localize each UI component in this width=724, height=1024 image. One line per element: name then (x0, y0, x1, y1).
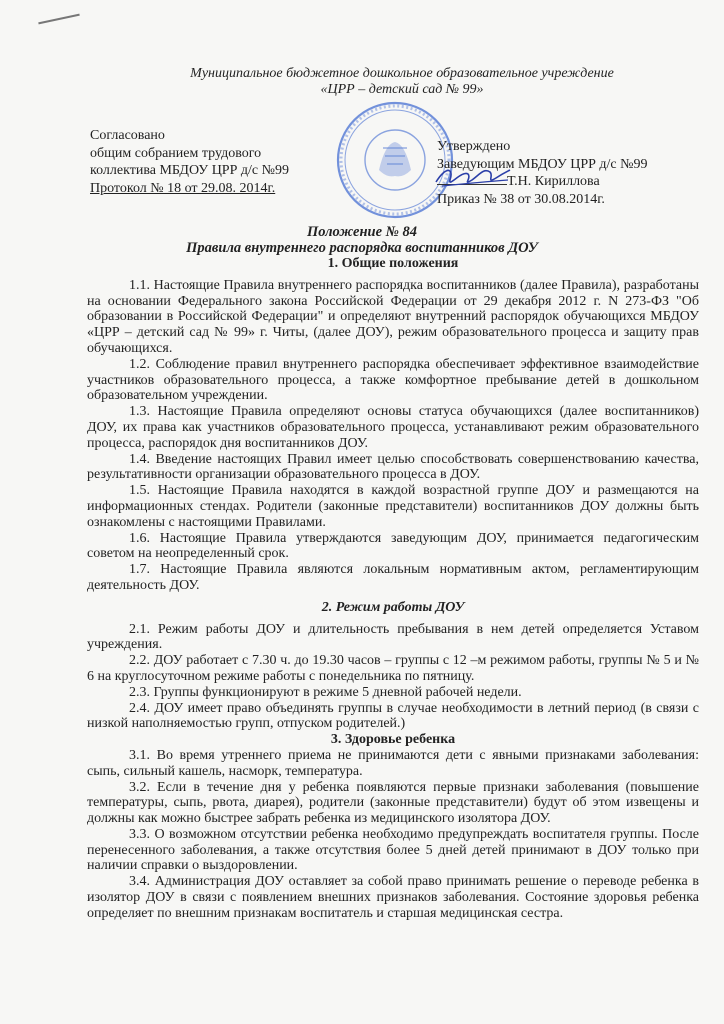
paragraph-2-4: 2.4. ДОУ имеет право объединять группы в случае необходимости в летний период (в связи с низкой наполняемостью групп, отпуском родителей.) (87, 700, 699, 732)
section-heading-health: 3. Здоровье ребенка (330, 732, 456, 748)
paragraph-1-1: 1.1. Настоящие Правила внутреннего распорядка воспитанников (далее Правила), разработаны на основании Федерального закона Российской Федерации от 29 декабря 2012 г. N 273-ФЗ "Об образовании в Российской Федерации" и определяют внутренний распорядок обучающихся МБДОУ «ЦРР – детский сад № 99» г. Читы, (далее ДОУ), режим образовательного процесса и защиту прав обучающихся. (87, 277, 699, 356)
paragraph-1-5: 1.5. Настоящие Правила находятся в каждой возрастной группе ДОУ и размещаются на информационных стендах. Родители (законные представители) воспитанников ДОУ должны быть ознакомлены с настоящими Правилами. (87, 483, 699, 530)
section-heading-schedule: 2. Режим работы ДОУ (321, 599, 465, 615)
section-heading-general: 1. Общие положения (327, 256, 459, 271)
paragraph-1-2: 1.2. Соблюдение правил внутреннего распорядка обеспечивает эффективное взаимодействие участников образовательного процесса, а также комфортное пребывание детей в дошкольном образовательном учреждении. (87, 356, 699, 404)
paragraph-2-2: 2.2. ДОУ работает с 7.30 ч. до 19.30 часов – группы с 12 –м режимом работы, группы № 5 и № 6 на круглосуточном режиме работы с понедельника по пятницу. (87, 653, 699, 684)
paragraph-3-2: 3.2. Если в течение дня у ребенка появляются первые признаки заболевания (повышение температуры, сыпь, рвота, диарея), родители (законные представители) будут об этом извещены и должны как можно быстрее забрать ребенка из медицинского изолятора ДОУ. (87, 779, 699, 827)
institution-name: Муниципальное бюджетное дошкольное образовательное учреждение (190, 66, 614, 81)
paragraph-1-4: 1.4. Введение настоящих Правил имеет целью способствовать совершенствованию качества, результативности организации образовательного процесса в ДОУ. (87, 451, 699, 483)
regulation-number: Положение № 84 (306, 224, 418, 240)
paragraph-2-3: 2.3. Группы функционируют в режиме 5 дневной рабочей недели. (129, 684, 522, 700)
approved-order: Приказ № 38 от 30.08.2014г. (437, 191, 605, 207)
institution-subname: «ЦРР – детский сад № 99» (320, 82, 484, 97)
paragraph-3-3: 3.3. О возможном отсутствии ребенка необходимо предупреждать воспитателя группы. После перенесенного заболевания, а также отсутствия более 5 дней детей принимают в ДОУ только при наличии справки о выздоровлении. (87, 826, 699, 874)
regulation-name: Правила внутреннего распорядка воспитанников ДОУ (186, 240, 538, 256)
institution-header (0, 66, 724, 98)
paragraph-2-1: 2.1. Режим работы ДОУ и длительность пребывания в нем детей определяется Уставом учреждения. (87, 621, 699, 653)
paragraph-3-1: 3.1. Во время утреннего приема не принимаются дети с явными признаками заболевания: сыпь, сильный кашель, насморк, температура. (87, 747, 699, 779)
approved-line-2: Заведующим МБДОУ ЦРР д/с №99 (437, 156, 648, 172)
agreed-protocol: Протокол № 18 от 29.08. 2014г. (90, 180, 276, 196)
scan-artifact (38, 14, 79, 25)
approved-title: Утверждено (437, 139, 511, 154)
agreed-title: Согласовано (90, 128, 165, 143)
agreed-line-2: общим собранием трудового (90, 145, 262, 161)
agreed-block (90, 127, 289, 197)
paragraph-3-4: 3.4. Администрация ДОУ оставляет за собой право принимать решение о переводе ребенка в изолятор ДОУ в связи с появлением внешних признаков заболевания. Состояние здоровья ребенка определяет по внешним признакам воспитатель и старшая медицинская сестра. (87, 874, 699, 921)
approved-signatory: Т.Н. Кириллова (507, 174, 600, 189)
paragraph-1-6: 1.6. Настоящие Правила утверждаются заведующим ДОУ, принимается педагогическим советом на неопределенный срок. (87, 530, 699, 562)
agreed-line-3: коллектива МБДОУ ЦРР д/с №99 (90, 163, 289, 178)
handwritten-signature (432, 160, 512, 196)
document-body (87, 256, 699, 922)
paragraph-1-3: 1.3. Настоящие Правила определяют основы статуса обучающихся (далее воспитанников) ДОУ, их права как участников образовательного процесса, устанавливают режим образовательного процесса, распорядок дня воспитанников ДОУ. (87, 404, 699, 451)
document-title (0, 224, 724, 256)
paragraph-1-7: 1.7. Настоящие Правила являются локальным нормативным актом, регламентирующим деятельность ДОУ. (87, 562, 699, 593)
